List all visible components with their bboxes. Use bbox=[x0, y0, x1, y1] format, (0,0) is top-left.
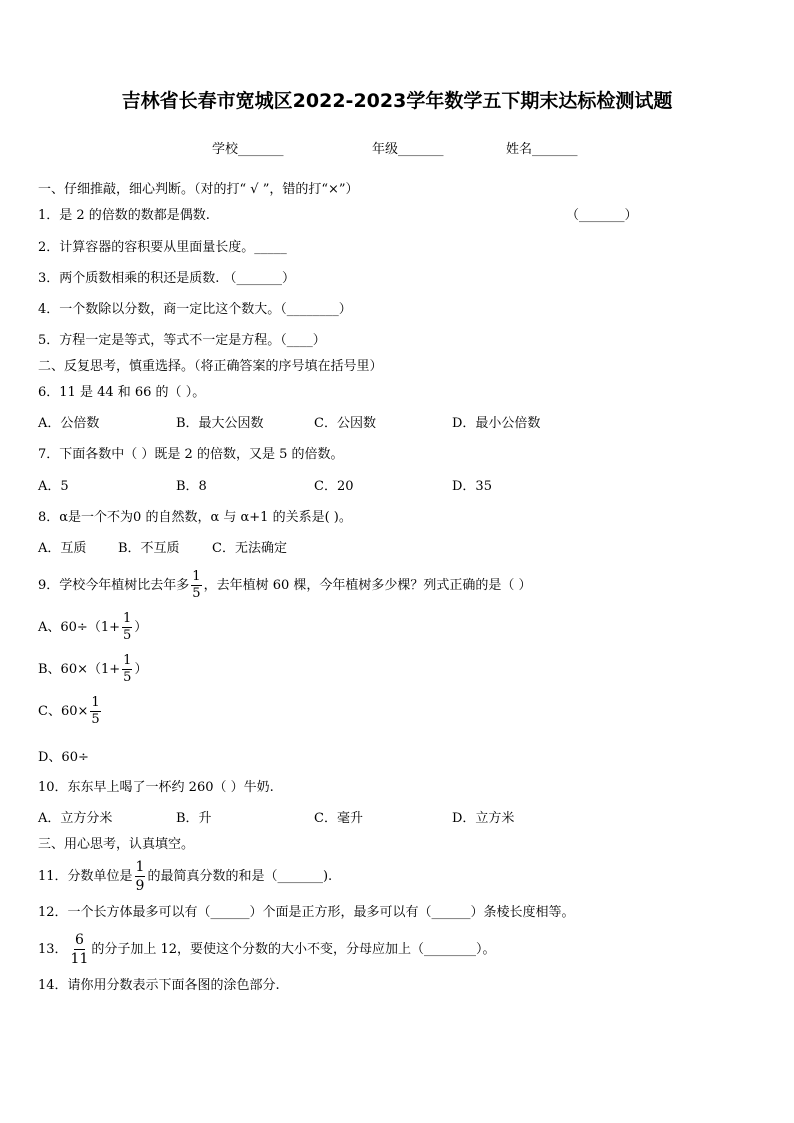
question-3: 3．两个质数相乘的积还是质数. （_______） bbox=[38, 271, 296, 286]
question-6-option-a: A．公倍数 bbox=[38, 416, 100, 431]
question-1: 1．是 2 的倍数的数都是偶数. bbox=[38, 208, 210, 223]
question-8-option-b: B．不互质 bbox=[118, 541, 180, 556]
section-heading-1: 一、仔细推敲，细心判断。（对的打“ √ ”，错的打“×”） bbox=[38, 182, 359, 197]
question-4: 4．一个数除以分数，商一定比这个数大。（________） bbox=[38, 302, 352, 317]
question-9-option-c-fraction: $\frac{1}{5}$ bbox=[91, 695, 100, 727]
question-11: 11．分数单位是 $\frac{1}{9}$ 的最简真分数的和是（_______). bbox=[38, 859, 333, 894]
question-10: 10．东东早上喝了一杯约 260（ ）牛奶. bbox=[38, 780, 274, 795]
question-8-option-a: A．互质 bbox=[38, 541, 87, 556]
question-5: 5．方程一定是等式，等式不一定是方程。（____） bbox=[38, 333, 326, 348]
question-13-fraction: $\frac{6}{11}$ bbox=[70, 932, 89, 967]
question-10-option-b: B．升 bbox=[176, 811, 212, 826]
question-9 bbox=[38, 568, 532, 604]
question-7: 7．下面各数中（ ）既是 2 的倍数，又是 5 的倍数。 bbox=[38, 447, 344, 462]
question-7-option-a: A．5 bbox=[38, 479, 69, 494]
question-9-stem: 9．学校今年植树比去年多 bbox=[38, 578, 190, 593]
question-9-option-a: A、60÷（1+ $\frac{1}{5}$ ） bbox=[38, 611, 148, 643]
question-10-option-d: D．立方米 bbox=[452, 811, 515, 826]
section-heading-2: 二、反复思考，慎重选择。（将正确答案的序号填在括号里） bbox=[38, 359, 383, 374]
question-6-option-b: B．最大公因数 bbox=[176, 416, 264, 431]
question-2: 2．计算容器的容积要从里面量长度。_____ bbox=[38, 240, 287, 255]
section-heading-3: 三、用心思考，认真填空。 bbox=[38, 837, 195, 852]
question-9-option-b-fraction: $\frac{1}{5}$ bbox=[123, 653, 132, 685]
question-12: 12．一个长方体最多可以有（______）个面是正方形，最多可以有（______）条棱长度相等。 bbox=[38, 905, 575, 920]
question-7-option-c: C．20 bbox=[314, 479, 354, 494]
question-7-option-d: D．35 bbox=[452, 479, 492, 494]
question-7-option-b: B．8 bbox=[176, 479, 207, 494]
question-6-option-c: C．公因数 bbox=[314, 416, 376, 431]
question-8-option-c: C．无法确定 bbox=[212, 541, 287, 556]
question-9-option-a-fraction: $\frac{1}{5}$ bbox=[123, 611, 132, 643]
grade-field: 年级_______ bbox=[372, 142, 444, 157]
question-9-stem-rest: ，去年植树 60 棵，今年植树多少棵？列式正确的是（ ） bbox=[203, 578, 532, 593]
question-6: 6．11 是 44 和 66 的（ ）。 bbox=[38, 385, 206, 400]
question-9-option-b: B、60×（1+ $\frac{1}{5}$ ） bbox=[38, 653, 148, 685]
name-field: 姓名_______ bbox=[506, 142, 578, 157]
question-11-fraction: $\frac{1}{9}$ bbox=[135, 859, 145, 894]
question-9-fraction: $\frac{1}{5}$ bbox=[192, 569, 201, 601]
question-6-option-d: D．最小公倍数 bbox=[452, 416, 541, 431]
question-1-blank: （_______） bbox=[566, 208, 638, 223]
question-8: 8．α是一个不为0 的自然数，α 与 α+1 的关系是( )。 bbox=[38, 510, 352, 525]
question-9-option-d: D、60÷ bbox=[38, 750, 89, 765]
school-field: 学校_______ bbox=[212, 142, 284, 157]
question-10-option-a: A．立方分米 bbox=[38, 811, 113, 826]
page-title: 吉林省长春市宽城区2022-2023学年数学五下期末达标检测试题 bbox=[121, 90, 673, 112]
question-10-option-c: C．毫升 bbox=[314, 811, 363, 826]
question-9-option-c: C、60× $\frac{1}{5}$ bbox=[38, 695, 100, 727]
question-14: 14．请你用分数表示下面各图的涂色部分. bbox=[38, 978, 280, 993]
question-13: 13． $\frac{6}{11}$ 的分子加上 12，要使这个分数的大小不变，分母应加上（________）。 bbox=[38, 932, 496, 967]
